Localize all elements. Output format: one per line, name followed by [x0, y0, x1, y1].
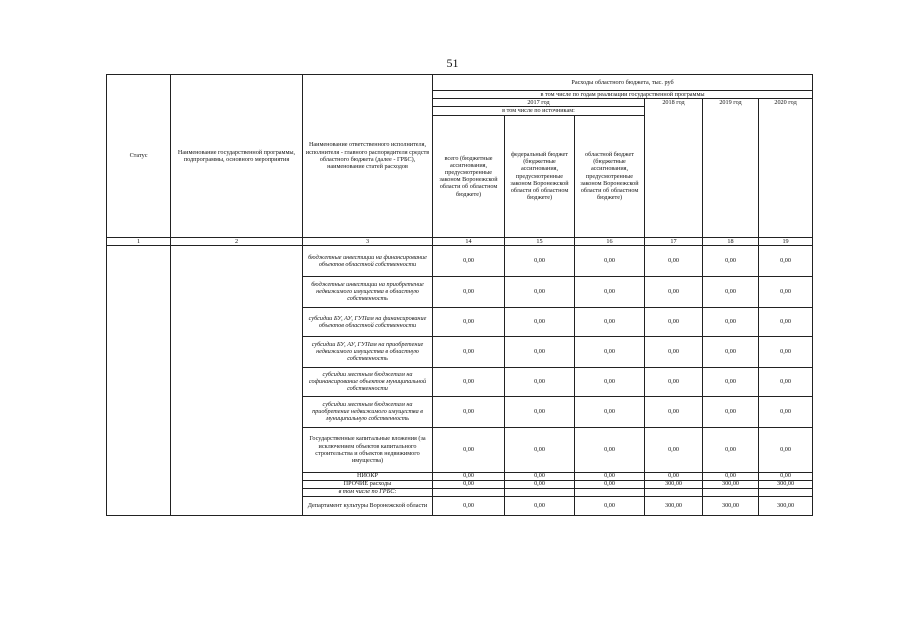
- column-number: 19: [759, 237, 813, 245]
- cell-value: 0,00: [433, 336, 505, 367]
- cell-value: 0,00: [575, 307, 645, 336]
- cell-value: [645, 488, 703, 496]
- cell-value: 0,00: [645, 427, 703, 472]
- cell-value: [505, 488, 575, 496]
- cell-value: 0,00: [645, 307, 703, 336]
- cell-value: 0,00: [505, 336, 575, 367]
- cell-value: 300,00: [759, 480, 813, 488]
- page-number: 51: [446, 56, 459, 70]
- cell-value: 0,00: [505, 367, 575, 396]
- row-label: бюджетные инвестиции на финансирование объектов областной собственности: [303, 245, 433, 276]
- budget-table: [106, 74, 813, 516]
- cell-value: 0,00: [433, 496, 505, 515]
- cell-value: 0,00: [645, 472, 703, 480]
- row-label: в том числе по ГРБС:: [303, 488, 433, 496]
- column-number: 16: [575, 237, 645, 245]
- cell-value: [433, 488, 505, 496]
- row-label: Государственные капитальные вложения (за исключением объектов капитального строительства и объектов недвижимого имущества): [303, 427, 433, 472]
- cell-value: 0,00: [505, 472, 575, 480]
- cell-value: [703, 488, 759, 496]
- header-year-2019: 2019 год: [703, 99, 759, 237]
- row-label: бюджетные инвестиции на приобретение недвижимого имущества в областную собственность: [303, 276, 433, 307]
- cell-value: 0,00: [575, 367, 645, 396]
- cell-value: 0,00: [703, 427, 759, 472]
- table-row: [107, 245, 813, 276]
- cell-value: 0,00: [645, 336, 703, 367]
- cell-value: 300,00: [759, 496, 813, 515]
- cell-value: 0,00: [645, 245, 703, 276]
- column-number: 1: [107, 237, 171, 245]
- cell-value: 0,00: [703, 245, 759, 276]
- header-year-2017: 2017 год: [433, 99, 645, 107]
- cell-value: 0,00: [759, 245, 813, 276]
- cell-value: 0,00: [505, 276, 575, 307]
- status-cell: [107, 245, 171, 515]
- cell-value: 0,00: [575, 496, 645, 515]
- cell-value: 0,00: [505, 496, 575, 515]
- cell-value: 0,00: [505, 396, 575, 427]
- cell-value: 0,00: [759, 307, 813, 336]
- cell-value: 0,00: [433, 396, 505, 427]
- column-number: 18: [703, 237, 759, 245]
- header-federal: федеральный бюджет (бюджетные ассигнования, предусмотренные законом Воронежской области об областном бюджете): [505, 115, 575, 237]
- cell-value: 0,00: [505, 427, 575, 472]
- cell-value: 0,00: [575, 336, 645, 367]
- cell-value: 0,00: [433, 472, 505, 480]
- cell-value: 0,00: [703, 276, 759, 307]
- cell-value: 0,00: [575, 427, 645, 472]
- cell-value: 0,00: [703, 367, 759, 396]
- cell-value: 0,00: [505, 480, 575, 488]
- cell-value: 0,00: [575, 472, 645, 480]
- cell-value: 0,00: [759, 427, 813, 472]
- row-label: субсидии местным бюджетам на софинансирование объектов муниципальной собственности: [303, 367, 433, 396]
- cell-value: 0,00: [433, 427, 505, 472]
- cell-value: 0,00: [505, 307, 575, 336]
- cell-value: 0,00: [759, 276, 813, 307]
- header-program-name: Наименование государственной программы, подпрограммы, основного мероприятия: [171, 75, 303, 238]
- cell-value: 0,00: [433, 480, 505, 488]
- cell-value: 0,00: [575, 480, 645, 488]
- header-expenses-group: Расходы областного бюджета, тыс. руб: [433, 75, 813, 91]
- cell-value: 0,00: [703, 336, 759, 367]
- program-name-cell: [171, 245, 303, 515]
- row-label: субсидии БУ, АУ, ГУПам на приобретение недвижимого имущества в областную собственность: [303, 336, 433, 367]
- column-number: 17: [645, 237, 703, 245]
- cell-value: [575, 488, 645, 496]
- cell-value: 300,00: [645, 496, 703, 515]
- column-number: 3: [303, 237, 433, 245]
- cell-value: 0,00: [645, 367, 703, 396]
- cell-value: 0,00: [433, 367, 505, 396]
- column-number: 14: [433, 237, 505, 245]
- header-year-2018: 2018 год: [645, 99, 703, 237]
- header-status: Статус: [107, 75, 171, 238]
- cell-value: 0,00: [505, 245, 575, 276]
- row-label: субсидии местным бюджетам на приобретение недвижимого имущества в муниципальную собственность: [303, 396, 433, 427]
- header-executor: Наименование ответственного исполнителя, исполнителя - главного распорядителя средств областного бюджета (далее - ГРБС), наименование статей расходов: [303, 75, 433, 238]
- header-year-2020: 2020 год: [759, 99, 813, 237]
- cell-value: 0,00: [759, 367, 813, 396]
- header-by-sources: в том числе по источникам:: [433, 107, 645, 115]
- column-number: 2: [171, 237, 303, 245]
- cell-value: 0,00: [575, 276, 645, 307]
- header-regional: областной бюджет (бюджетные ассигнования, предусмотренные законом Воронежской области об областном бюджете): [575, 115, 645, 237]
- cell-value: 0,00: [433, 245, 505, 276]
- cell-value: 0,00: [759, 472, 813, 480]
- cell-value: 0,00: [575, 245, 645, 276]
- row-label: ПРОЧИЕ расходы: [303, 480, 433, 488]
- cell-value: 0,00: [759, 396, 813, 427]
- row-label: субсидии БУ, АУ, ГУПам на финансирование объектов областной собственности: [303, 307, 433, 336]
- row-label: НИОКР: [303, 472, 433, 480]
- header-total: всего (бюджетные ассигнования, предусмотренные законом Воронежской области об областном бюджете): [433, 115, 505, 237]
- cell-value: 0,00: [645, 276, 703, 307]
- cell-value: 0,00: [703, 472, 759, 480]
- cell-value: 0,00: [433, 276, 505, 307]
- cell-value: 0,00: [575, 396, 645, 427]
- cell-value: [759, 488, 813, 496]
- cell-value: 0,00: [433, 307, 505, 336]
- cell-value: 0,00: [759, 336, 813, 367]
- cell-value: 300,00: [645, 480, 703, 488]
- row-label: Департамент культуры Воронежской области: [303, 496, 433, 515]
- header-by-years: в том числе по годам реализации государственной программы: [433, 91, 813, 99]
- cell-value: 300,00: [703, 480, 759, 488]
- cell-value: 0,00: [703, 396, 759, 427]
- cell-value: 0,00: [703, 307, 759, 336]
- cell-value: 0,00: [645, 396, 703, 427]
- cell-value: 300,00: [703, 496, 759, 515]
- column-number: 15: [505, 237, 575, 245]
